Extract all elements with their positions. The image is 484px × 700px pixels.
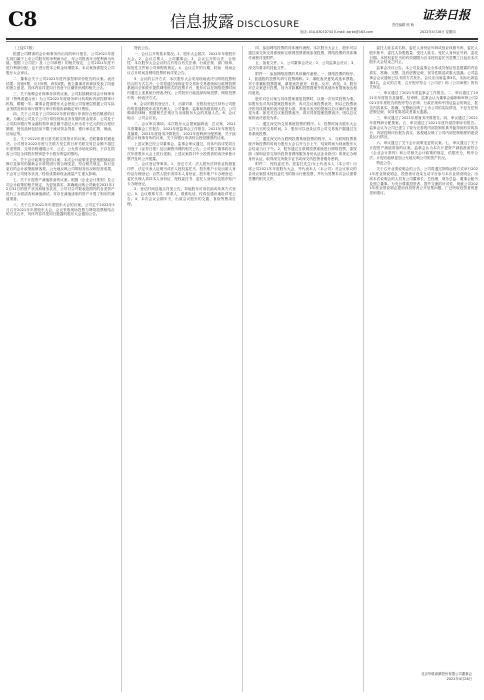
article-paragraph: （上接C7版）	[13, 46, 36, 50]
section-title-cn: 信息披露	[170, 12, 235, 31]
masthead-date: 2022年4月28日 星期四	[420, 30, 456, 34]
article-paragraph: 二、通过深交所交易系统投票的程序。1、投票时间为股东大会召开当日的交易时间。2、股东可以登录证券公司交易客户端通过交易系统投票。	[248, 121, 357, 136]
article-columns	[6, 46, 478, 692]
signature-company: 北京华联商厦股份有限公司董事会	[421, 672, 472, 676]
article-column-4	[369, 46, 478, 692]
signature-block	[372, 672, 472, 681]
article-paragraph: 附件一：参加网络投票的具体操作流程。一、网络投票的程序。1、普通股的投票代码与投票简称。2、填报表决意见或选举票数。对于非累积投票提案，填报表决意见：同意、反对、弃权。3、股东对总议案进行投票，视为对除累积投票提案外的其他所有提案表达相同意见。	[248, 71, 357, 96]
article-paragraph: 监事会决议公告。本公司及监事会全体成员保证信息披露的内容真实、准确、完整，没有虚假记载、误导性陈述或重大遗漏。公司监事会会议通知已以书面方式发出，会议应出席监事3名，实际出席监事3名，会议的召集、召开程序符合《公司法》和《公司章程》的有关规定。	[369, 66, 478, 90]
article-paragraph: 一、会议召开的基本情况。1、股东大会届次：2021年年度股东大会。2、会议召集人：公司董事会。3、会议召开的合法、合规性：本次股东大会会议的召开符合有关法律、行政法规、部门规章、规范性文件和公司章程的规定。4、会议召开的日期、时间：现场会议召开时间及网络投票时间详见公告。	[127, 51, 236, 75]
article-paragraph: 五、关于2022年度日常关联交易预计的议案。关联董事回避表决。公司预计2022年度与关联方发生的日常关联交易总金额不超过年度预算，交易价格遵循公平、公正、公允的市场化原则，不存在损害公司及全体股东特别是中小股东利益的情形。	[6, 137, 115, 156]
article-paragraph: 委托人姓名或名称、委托人身份证号码或营业执照号码、委托人股东账号、委托人持股数量、受托人姓名、受托人身份证号码、委托日期。本授权委托书的有效期限为自本授权委托书签署之日起至本次股东大会结束之时止。	[369, 46, 478, 65]
column-divider	[121, 46, 122, 692]
masthead-editor: 责任编辑 邢 萌	[392, 23, 414, 27]
article-paragraph: 关于召开业绩说明会的公告。公司将通过网络远程方式举行2021年度业绩说明会，投资者可登录互动平台参与本次业绩说明会。出席本次说明会的人员有公司董事长、总经理、财务总监、董事会秘书及独立董事。为充分尊重投资者、提升交流的针对性，现就公司2021年度业绩说明会提前向投资者公开征集问题，广泛听取投资者的意见和建议。	[369, 167, 478, 196]
article-column-2	[127, 46, 236, 692]
article-paragraph: 三、审议通过了2021年度财务决算报告。四、审议通过了2021年度利润分配预案。五、审议通过了2021年度内部控制评价报告。监事会认为公司已建立了较为完善的内部控制体系并能得到有效的执行，内部控制评价报告真实、客观地反映了公司内部控制制度的建设及运行情况。	[369, 116, 478, 140]
article-paragraph: 特此公告。	[134, 46, 153, 50]
masthead-rule	[6, 38, 478, 40]
masthead-contact: 电话: 010-63070744 E-mail: zqrbs@163.com	[300, 30, 374, 34]
article-paragraph: 四、参加网络投票的具体操作流程。本次股东大会上，股东可以通过深交所交易系统和互联网投票系统参加投票，网络投票的具体操作流程详见附件。	[248, 46, 357, 60]
article-paragraph: 三、关于续聘会计师事务所的议案。公司拟续聘致同会计师事务所（特殊普通合伙）为公司2022年度财务审计机构和内部控制审计机构，聘期一年。董事会提请股东大会授权公司管理层根据公司实际业务情况和市场行情等与审计机构协商确定审计费用。	[6, 92, 115, 111]
article-paragraph: 八、关于召开2021年年度股东大会的议案。公司定于2022年5月召开2021年年度股东大会，会议采取现场投票与网络投票相结合的方式召开，具体内容详见同日披露的股东大会通知公告。	[6, 202, 115, 217]
newspaper-logo-text: 证券日报	[422, 8, 471, 22]
article-paragraph: 6、会议的股权登记日。7、出席对象：在股权登记日持有公司股份的普通股股东或其代理人；公司董事、监事和高级管理人员；公司聘请的律师；根据相关法规应当出席股东大会的其他人员。8、会议地点：公司会议室。	[127, 101, 236, 121]
article-paragraph: 特此公告。	[376, 161, 395, 166]
section-title-en: DISCLOSURE	[237, 20, 300, 30]
article-paragraph: 五、备查文件。1、公司董事会决议；2、公司监事会决议；3、深交所要求的其他文件。	[248, 61, 357, 71]
article-column-3	[248, 46, 357, 692]
article-column-1	[6, 46, 115, 692]
article-paragraph: 股东对总议案与具体提案重复投票时，以第一次有效投票为准。如股东先对具体提案投票表决，再对总议案投票表决，则以已投票表决的具体提案的表决意见为准，其他未表决的提案以总议案的表决意见为准；如先对总议案投票表决，再对具体提案投票表决，则以总议案的表决意见为准。	[248, 96, 357, 121]
article-paragraph: 附件二：授权委托书。兹委托先生/女士代表本人（本公司）出席公司2021年年度股东大会，并代表本人（本公司）对会议审议的各项议案按本授权委托书的指示行使投票，并代为签署本次会议需要签署的相关文件。	[248, 162, 357, 181]
article-paragraph: 三、会议登记等事项。1、登记方式：法人股东应持营业执照复印件、法定代表人证明书或法人授权委托书、股东账户卡及出席人身份证办理登记；自然人股东须持本人身份证、股东账户卡办理登记；委托代理人须持本人身份证、授权委托书、委托人身份证及股东账户卡办理登记。	[127, 162, 236, 186]
article-paragraph: 三、通过深交所互联网投票系统投票的程序。1、互联网投票系统开始投票的时间为股东大会召开当日上午，结束时间为现场股东大会结束当日下午。2、股东通过互联网投票系统进行网络投票，需按照《深圳证券交易所投资者网络服务身份认证业务指引》的规定办理身份认证，取得深交所数字证书或深交所投资者服务密码。	[248, 137, 357, 161]
page-number: C8	[8, 7, 37, 31]
article-paragraph: 六、审议通过了关于会计政策变更的议案。七、审议通过了关于计提资产减值准备的议案。监事会认为本次计提资产减值准备符合《企业会计准则》和公司相关会计政策的规定，依据充分，程序合法，计提后能够更加公允地反映公司的资产状况。	[369, 141, 478, 160]
signature-date: 2022年4月28日	[446, 676, 472, 681]
article-paragraph: 一、审议通过了2021年度监事会工作报告。二、审议通过了2021年年度报告及摘要。经审核，监事会认为董事会编制和审核公司2021年年度报告的程序符合法律、行政法规和中国证监会的规定，报告内容真实、准确、完整地反映了上市公司的实际情况，不存在任何虚假记载、误导性陈述或者重大遗漏。	[369, 91, 478, 115]
article-paragraph: 二、会议审议事项。本次股东大会提案编码表：总议案、2021年度董事会工作报告、2021年度监事会工作报告、2021年年度报告及摘要、2021年度财务决算报告、2021年度利润分配预案、关于续聘会计师事务所的议案、关于向银行申请综合授信额度的议案。	[127, 121, 236, 141]
article-paragraph: 四、关于公司及子公司2022年度向银行申请综合授信额度的议案。为满足公司及子公司日常经营和业务发展的资金需求，公司及子公司拟向银行等金融机构申请总额不超过人民币若干亿元的综合授信额度，授信品种包括但不限于流动资金贷款、银行承兑汇票、保函、信用证等。	[6, 112, 115, 136]
column-divider	[363, 46, 364, 692]
article-paragraph: 七、关于计提资产减值准备的议案。根据《企业会计准则》及公司会计政策的相关规定，为更加真实、准确地反映公司截至2021年12月31日的资产状况和财务状况，公司对合并报表范围内的各类资产进行了全面清查和减值测试，对存在减值迹象的资产计提了相应的减值准备。	[6, 177, 115, 201]
article-paragraph: 二、董事会关于公司2021年度内部控制评价报告的议案。表决结果：同意9票，反对0票，弃权0票。独立董事对该事项发表了同意的独立意见。具体内容详见同日刊登于巨潮资讯网的相关公告。	[6, 76, 115, 91]
article-paragraph: 2、登记时间及地点详见公告。异地股东可用信函或传真方式登记。3、会议联系方式：联系人、联系电话、传真及通讯地址详见公告。4、本次会议会期半天，出席会议股东的交通、食宿等费用自理。	[127, 187, 236, 206]
newspaper-logo	[420, 6, 476, 22]
article-paragraph: 5、会议的召开方式：本次股东大会采用现场表决与网络投票相结合的方式召开。公司将通过深圳证券交易所交易系统和互联网投票系统向全体股东提供网络形式的投票平台，股东可以在网络投票时间内通过上述系统行使表决权。公司股东只能选择现场投票、网络投票中的一种表决方式。	[127, 76, 236, 100]
column-divider	[242, 46, 243, 692]
section-title	[170, 9, 300, 32]
article-paragraph: 六、关于会计政策变更的议案。本次会计政策变更是根据财政部修订及颁布的最新会计准则进行的合理变更，符合相关规定，执行变更后的会计政策能够客观、公允地反映公司的财务状况和经营成果，不会对公司财务状况、经营成果和现金流量产生重大影响。	[6, 157, 115, 176]
masthead-rule-thin	[6, 41, 478, 42]
article-paragraph: 根据公司聘请的会计师事务所出具的审计报告，公司2021年度实现归属于上市公司股东的净利润为正，母公司报表未分配利润为负值。根据《公司法》及《公司章程》的相关规定，公司2021年度不进行利润分配，也不进行资本公积金转增股本。本议案尚需提交公司股东大会审议。	[6, 51, 115, 75]
article-paragraph: 上述议案已经公司董事会、监事会审议通过，具体内容详见同日刊登于《证券日报》及巨潮资讯网的相关公告。公司独立董事将在本次年度股东大会上进行述职。上述议案将对中小投资者的表决单独计票并及时公开披露。	[127, 142, 236, 161]
